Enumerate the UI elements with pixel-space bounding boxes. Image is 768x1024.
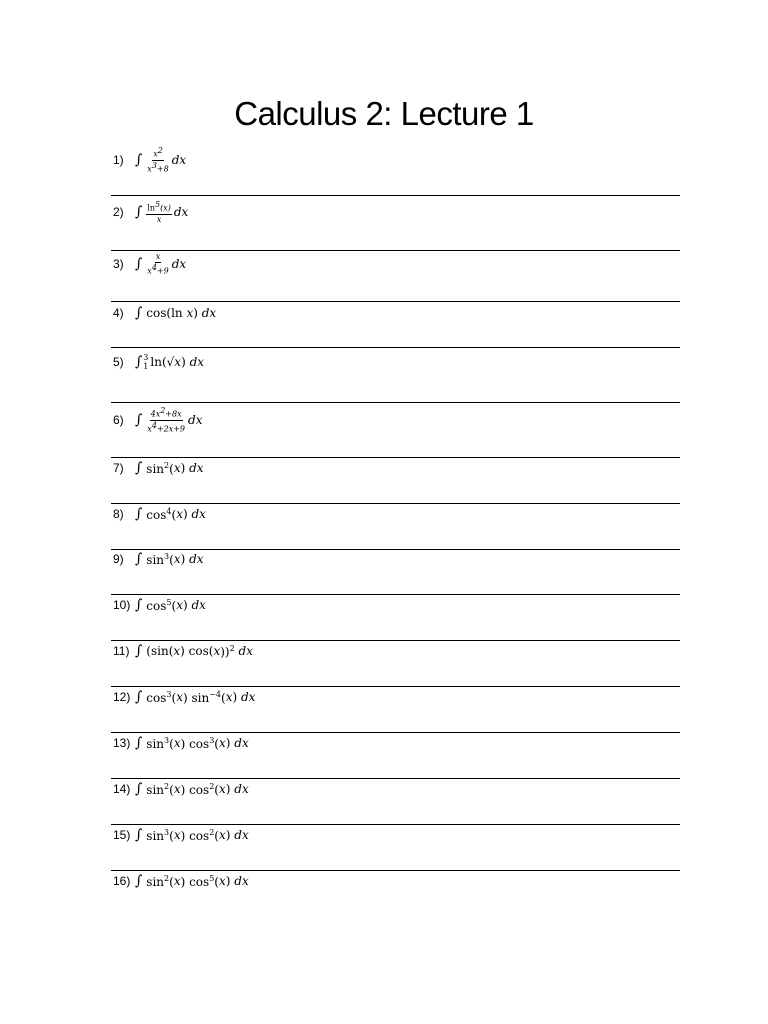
problem-number: 11) <box>113 644 130 658</box>
problem-2 <box>113 200 188 225</box>
answer-line <box>111 457 680 458</box>
problem-15 <box>113 827 249 843</box>
problem-number: 6) <box>113 413 124 428</box>
problem-12 <box>113 689 255 705</box>
integral-expression: ∫ $\sin^3$( x ) dx <box>135 551 204 567</box>
answer-line <box>111 686 680 687</box>
integral-expression: ∫ (sin( x ) cos( x ))$^2$ dx <box>135 643 253 659</box>
answer-line <box>111 347 680 348</box>
integral-expression: ∫ cos(ln x ) dx <box>135 305 217 321</box>
answer-line <box>111 640 680 641</box>
problem-10 <box>113 597 206 613</box>
integral-expression: ∫ $\sin^3$( x ) $\cos^3$( x ) dx <box>135 735 249 751</box>
integral-expression: ∫ $\cos^3$( x ) $\sin^{-4}$( x ) dx <box>135 689 256 705</box>
answer-line <box>111 250 680 251</box>
answer-line <box>111 594 680 595</box>
integral-expression: ∫ $\sin^2$( x ) $\cos^5$( x ) dx <box>135 873 249 889</box>
page-title: Calculus 2: Lecture 1 <box>234 95 534 132</box>
answer-line <box>111 195 680 196</box>
problem-3 <box>113 252 186 277</box>
problem-number: 2) <box>113 205 124 220</box>
problem-5 <box>113 353 204 371</box>
integral-expression: ∫ $\cos^4$( x ) dx <box>135 506 206 522</box>
answer-line <box>111 778 680 779</box>
integral-expression: ∫ $\frac{4x^2+8x}{x^4+2x+9}$ dx <box>135 406 203 434</box>
problem-number: 12) <box>113 690 131 704</box>
problem-number: 5) <box>113 355 124 369</box>
answer-line <box>111 402 680 403</box>
problem-number: 13) <box>113 736 131 750</box>
problem-number: 9) <box>113 552 124 566</box>
problem-11 <box>113 643 253 659</box>
answer-line <box>111 732 680 733</box>
integral-expression: ∫ $\frac{\ln^5(x)}{x}$ dx <box>135 200 189 224</box>
problem-number: 7) <box>113 461 124 475</box>
problem-6 <box>113 406 202 434</box>
problem-4 <box>113 305 216 321</box>
integral-expression: ∫ $\sin^2$( x ) dx <box>135 460 204 476</box>
problem-1 <box>113 146 186 174</box>
answer-line <box>111 503 680 504</box>
problem-7 <box>113 460 204 476</box>
problem-number: 10) <box>113 598 131 612</box>
integral-expression: ∫ $\frac{x}{x^4+9}$ dx <box>135 252 187 276</box>
problem-number: 15) <box>113 828 131 842</box>
problem-number: 3) <box>113 257 124 272</box>
answer-line <box>111 301 680 302</box>
integral-expression: ∫ $\cos^5$( x ) dx <box>135 597 206 613</box>
problem-number: 16) <box>113 874 131 888</box>
problem-16 <box>113 873 249 889</box>
problem-number: 14) <box>113 782 131 796</box>
integral-expression: ∫ $\frac{x^2}{x^3+8}$ dx <box>135 146 187 174</box>
problem-number: 4) <box>113 306 124 320</box>
problem-number: 1) <box>113 153 124 168</box>
integral-expression: ∫ $\sin^2$( x ) $\cos^2$( x ) dx <box>135 781 249 797</box>
integral-expression: ∫ 3 1 ln(√ x ) dx <box>135 353 205 371</box>
integral-expression: ∫ $\sin^3$( x ) $\cos^2$( x ) dx <box>135 827 249 843</box>
answer-line <box>111 870 680 871</box>
problem-13 <box>113 735 249 751</box>
answer-line <box>111 824 680 825</box>
answer-line <box>111 549 680 550</box>
problem-14 <box>113 781 249 797</box>
problem-8 <box>113 506 206 522</box>
problem-number: 8) <box>113 507 124 521</box>
problem-9 <box>113 551 204 567</box>
